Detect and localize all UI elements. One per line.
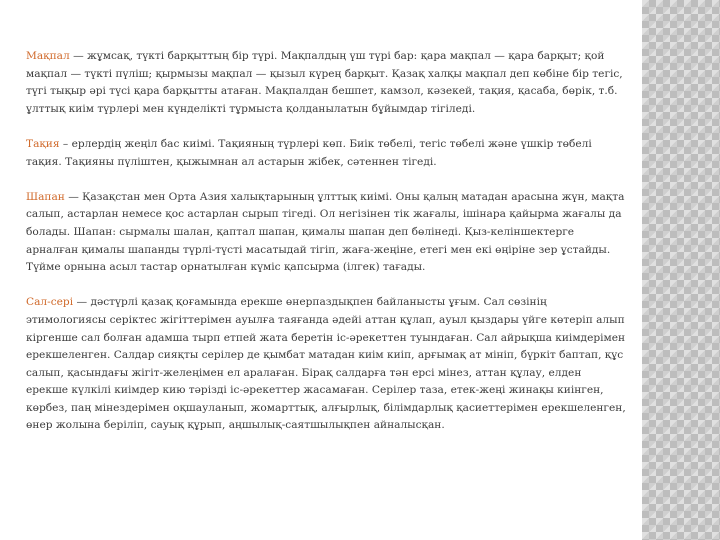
paragraph-makpal <box>26 48 626 118</box>
term-shapan: Шапан <box>26 190 65 203</box>
term-makpal: Мақпал <box>26 50 70 62</box>
paragraph-shapan <box>26 189 626 277</box>
definition-makpal: — жұмсақ, түкті барқыттың бір түрі. Мақпалдың үш түрі бар: қара мақпал — қара барқыт; қой мақпал — түкті пүліш; қырмызы мақпал — қызыл күрең барқыт. Қазақ халқы мақпал деп көбіне бір тегіс, түгі тықыр әрі түсі қара барқытты атаған. Мақпалдан бешпет, камзол, кәзекей, тақия, қасаба, бөрік, т.б. ұлттық киім түрлері мен күнделікті тұрмыста қолданылатын бұйымдар тігіледі. <box>26 50 623 115</box>
definition-shapan: — Қазақстан мен Орта Азия халықтарының ұлттық киімі. Оны қалың матадан арасына жүн, мақта салып, астарлан немесе қос астарлан сырып тігеді. Ол негізінен тік жағалы, ішінара қайырма жағалы да болады. Шапан: сырмалы шалан, қаптал шапан, қималы шапан деп бөлінеді. Қыз-келіншектерге арналған қималы шапанды түрлі-түсті масатыдай тігіп, жаға-жеңіне, етегі мен екі өңіріне зер ұстайды. Түйме орнына асыл тастар орнатылған күміс қапсырма (ілгек) тағады. <box>26 190 625 274</box>
paragraph-sal-seri <box>26 294 626 435</box>
definition-takiya: – ерлердің жеңіл бас киімі. Тақияның түрлері көп. Биік төбелі, тегіс төбелі және үшкір төбелі тақия. Тақияны пүлiштен, қыжымнан ал астарын жібек, сәтеннен тігеді. <box>26 137 592 168</box>
paragraph-takiya <box>26 136 626 171</box>
decorative-side-pattern <box>642 0 720 540</box>
term-takiya: Тақия <box>26 137 60 150</box>
term-sal-seri: Сал-сері <box>26 296 74 309</box>
definition-sal-seri: — дәстүрлі қазақ қоғамында ерекше өнерпаздықпен байланысты ұғым. Сал сөзінің этимологиясы серіктес жігіттерімен ауылға таяғанда әдейі аттан құлап, ауыл қыздары үйге көтеріп алып кіргенше сал болған адамша тырп етпей жата беретін іс-әрекеттен туындаған. Сал айрықша киімдерімен ерекшеленген. Салдар сияқты серілер де қымбат матадан киім киіп, арғымақ ат мініп, бүркіт баптап, құс салып, қасындағы жігіт-желеңімен ел аралаған. Бірақ салдарға тән ерсі мінез, аттан құлау, елден ерекше күлкілі киімдер кию тәрізді іс-әрекеттер жасамаған. Серілер таза, етек-жеңі жинақы киінген, көрбез, паң мінездерімен оқшауланып, жомарттық, алғырлық, білімдарлық қасиеттерімен ерекшеленген, өнер жолына беріліп, сауық құрып, аңшылық-саятшылықпен айналысқан. <box>26 296 626 432</box>
slide-body <box>26 48 626 453</box>
